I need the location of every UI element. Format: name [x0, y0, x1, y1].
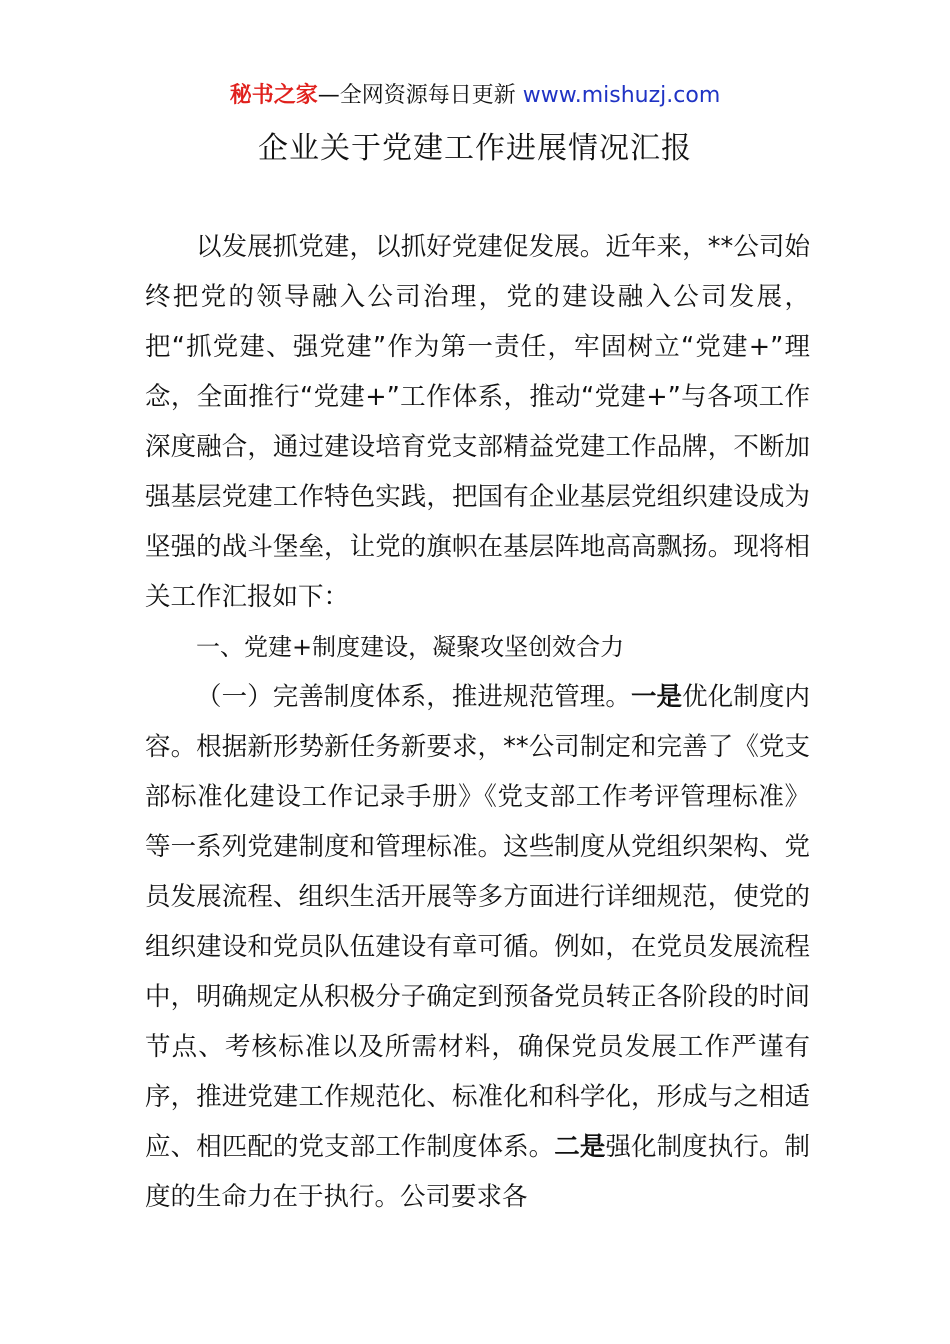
document-title: 企业关于党建工作进展情况汇报 [258, 131, 692, 166]
section-heading: 一、党建+制度建设，凝聚攻坚创效合力 [196, 633, 625, 661]
subsection-paragraph [145, 672, 810, 1222]
point-one-label: 一是 [630, 682, 683, 712]
intro-paragraph: 以发展抓党建，以抓好党建促发展。近年来，**公司始终把党的领导融入公司治理，党的建设融入公司发展，把“抓党建、强党建”作为第一责任，牢固树立“党建+”理念，全面推行“党建+”工作体系，推动“党建+”与各项工作深度融合，通过建设培育党支部精益党建工作品牌，不断加强基层党建工作特色实践，把国有企业基层党组织建设成为坚强的战斗堡垒，让党的旗帜在基层阵地高高飘扬。现将相关工作汇报如下： [145, 232, 810, 612]
brand-name: 秘书之家 [229, 83, 318, 108]
site-url: www.mishuzj.com [522, 83, 721, 108]
point-two-text: 强化制度执行。制度的生命力在于执行。公司要求各 [145, 1132, 810, 1212]
point-one-text: 优化制度内容。根据新形势新任务新要求，**公司制定和完善了《党支部标准化建设工作记录手册》《党支部工作考评管理标准》等一系列党建制度和管理标准。这些制度从党组织架构、党员发展流程、组织生活开展等多方面进行详细规范，使党的组织建设和党员队伍建设有章可循。例如，在党员发展流程中，明确规定从积极分子确定到预备党员转正各阶段的时间节点、考核标准以及所需材料，确保党员发展工作严谨有序，推进党建工作规范化、标准化和科学化，形成与之相适应、相匹配的党支部工作制度体系。 [145, 682, 810, 1162]
site-header [0, 80, 950, 112]
point-two-label: 二是 [554, 1132, 606, 1162]
header-tagline: —全网资源每日更新 [317, 83, 523, 108]
subsection-title: （一）完善制度体系，推进规范管理。 [196, 682, 631, 712]
document-body [145, 222, 810, 1222]
